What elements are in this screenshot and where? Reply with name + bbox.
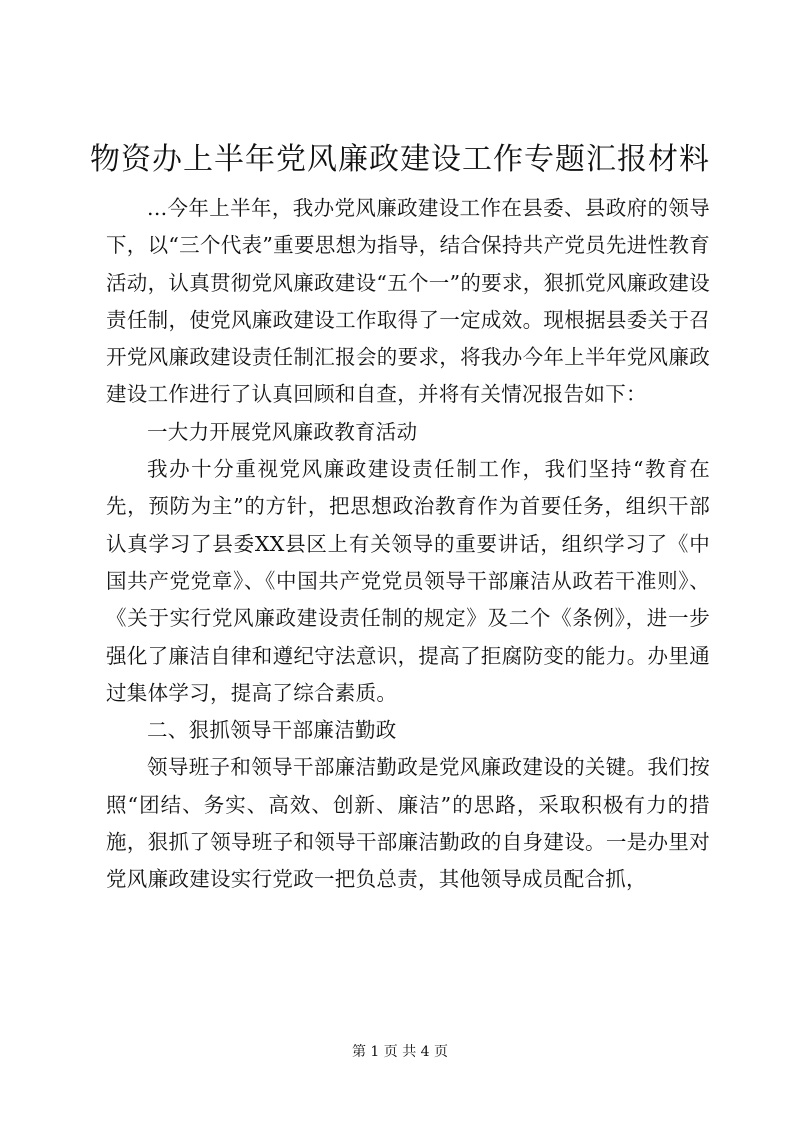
document-body: [106, 190, 710, 899]
page-footer: 第 1 页 共 4 页: [351, 1044, 449, 1060]
paragraph-intro: ...今年上半年，我办党风廉政建设工作在县委、县政府的领导下，以“三个代表”重要思想为指导，结合保持共产党员先进性教育活动，认真贯彻党风廉政建设“五个一”的要求，狠抓党风廉政建设责任制，使党风廉政建设工作取得了一定成效。现根据县委关于召开党风廉政建设责任制汇报会的要求，将我办今年上半年党风廉政建设工作进行了认真回顾和自查，并将有关情况报告如下：: [106, 196, 710, 407]
section-heading-1: 一大力开展党风廉政教育活动: [147, 419, 418, 444]
paragraph-leadership: 领导班子和领导干部廉洁勤政是党风廉政建设的关键。我们按照“团结、务实、高效、创新、廉洁”的思路，采取积极有力的措施，狠抓了领导班子和领导干部廉洁勤政的自身建设。一是办里对党风廉政建设实行党政一把负总责，其他领导成员配合抓，: [106, 755, 710, 892]
paragraph-education: 我办十分重视党风廉政建设责任制工作，我们坚持“教育在先，预防为主”的方针，把思想政治教育作为首要任务，组织干部认真学习了县委XX县区上有关领导的重要讲话，组织学习了《中国共产党党章》、《中国共产党党员领导干部廉洁从政若干准则》、《关于实行党风廉政建设责任制的规定》及二个《条例》，进一步强化了廉洁自律和遵纪守法意识，提高了拒腐防变的能力。办里通过集体学习，提高了综合素质。: [106, 457, 710, 705]
section-heading-2: 二、狠抓领导干部廉洁勤政: [147, 718, 397, 743]
document-title: 物资办上半年党风廉政建设工作专题汇报材料: [90, 142, 710, 177]
